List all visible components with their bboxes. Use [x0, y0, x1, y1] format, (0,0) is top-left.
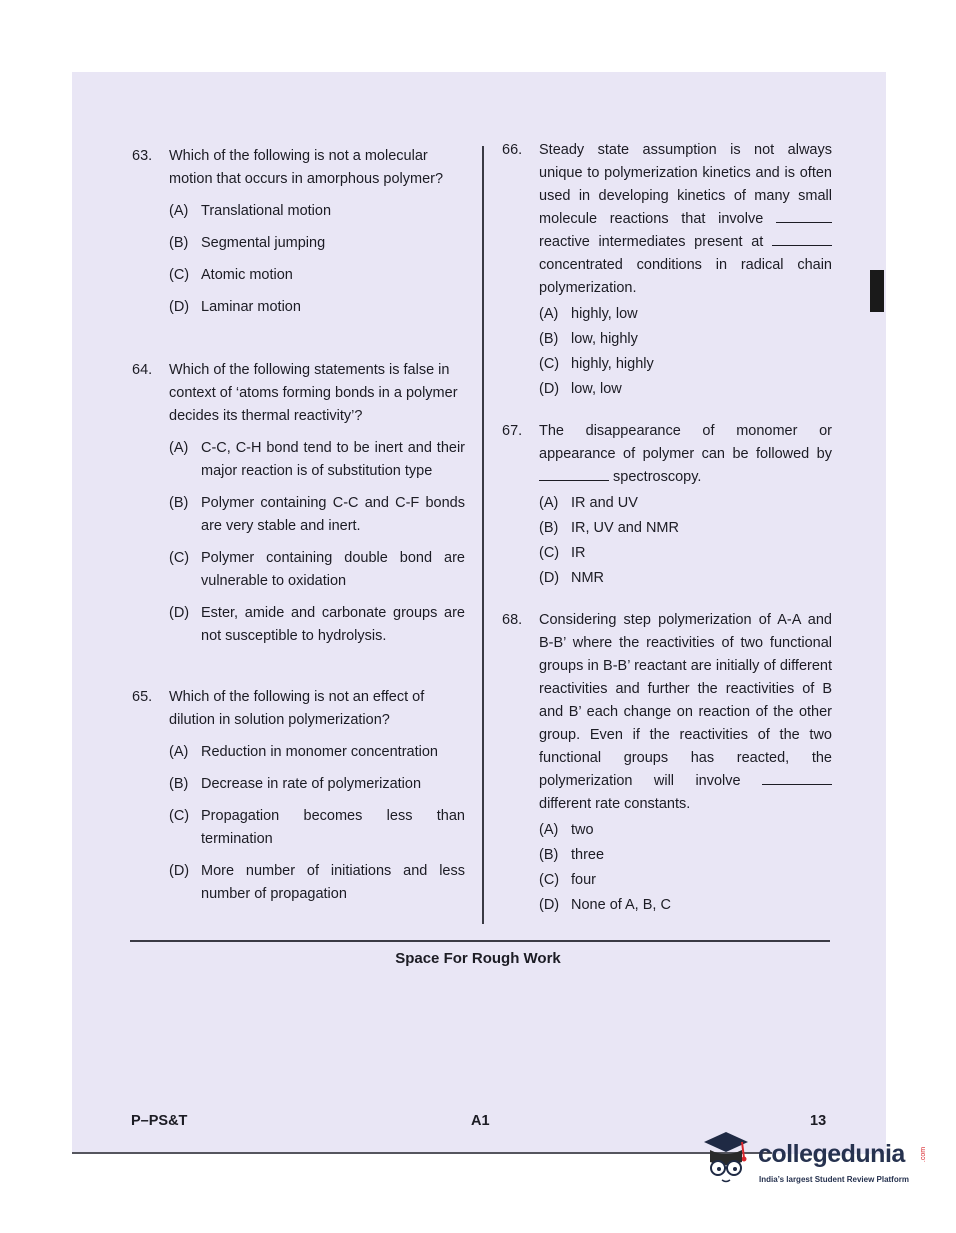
answer-blank: [776, 210, 832, 223]
option-b: [539, 517, 832, 540]
option-text: highly, highly: [571, 356, 654, 372]
option-d: [169, 296, 465, 319]
option-text: Decrease in rate of polymerization: [201, 776, 422, 792]
option-text: NMR: [571, 570, 605, 586]
option-text: IR: [571, 545, 586, 561]
option-label: (A): [169, 440, 189, 456]
question-number: 67.: [502, 423, 523, 439]
option-b: [539, 844, 832, 867]
question-text-part: concentrated conditions in radical chain polymerization.: [539, 257, 832, 296]
option-text: None of A, B, C: [571, 897, 671, 913]
option-label: (C): [539, 545, 560, 561]
option-label: (A): [539, 495, 559, 511]
footer-paper-code: P–PS&T: [131, 1113, 188, 1129]
answer-blank: [539, 468, 609, 481]
option-label: (D): [539, 570, 560, 586]
question-number: 66.: [502, 142, 523, 158]
option-text: Propagation becomes less than termination: [201, 808, 465, 847]
option-text: C-C, C-H bond tend to be inert and their major reaction is of substitution type: [201, 440, 465, 479]
brand-domain: .com: [920, 1146, 928, 1163]
brand-name: collegedunia: [758, 1140, 905, 1168]
question-64: [132, 359, 465, 428]
question-text: [539, 139, 832, 300]
horizontal-rule: [130, 940, 830, 942]
footer-page-number: 13: [810, 1113, 827, 1129]
question-text-part: spectroscopy.: [613, 469, 702, 485]
option-d: [169, 602, 465, 648]
option-text: Reduction in monomer concentration: [201, 744, 438, 760]
question-text-part: Considering step polymerization of A-A and B-B’ where the reactivities of two functional groups in B-B’ reactant are initially of different reactivities and further the reactivities of B and B’ each change on reaction of the other group. Even if the reactivities of the two functional groups has reacted, the polymerization will involve: [539, 612, 832, 789]
option-label: (B): [539, 331, 559, 347]
answer-blank: [772, 233, 832, 246]
option-label: (D): [539, 381, 560, 397]
option-label: (D): [169, 299, 190, 315]
option-c: [169, 805, 465, 851]
option-label: (A): [539, 306, 559, 322]
question-text-part: The disappearance of monomer or appearance of polymer can be followed by: [539, 423, 832, 462]
option-label: (C): [169, 550, 190, 566]
option-d: [539, 894, 832, 917]
option-text: Ester, amide and carbonate groups are not susceptible to hydrolysis.: [201, 605, 465, 644]
option-label: (D): [539, 897, 560, 913]
option-b: [169, 232, 465, 255]
option-text: Segmental jumping: [201, 235, 326, 251]
footer-set: A1: [471, 1113, 490, 1129]
page-edge-marker: [870, 270, 884, 312]
option-text: highly, low: [571, 306, 638, 322]
collegedunia-logo[interactable]: [698, 1128, 938, 1192]
option-label: (C): [539, 872, 560, 888]
answer-blank: [762, 772, 832, 785]
option-label: (B): [169, 235, 189, 251]
option-c: [169, 547, 465, 593]
column-divider: [482, 146, 484, 924]
right-column: [502, 139, 832, 917]
option-label: (A): [169, 744, 189, 760]
option-label: (A): [539, 822, 559, 838]
student-mascot-icon: [698, 1128, 756, 1186]
option-text: low, low: [571, 381, 622, 397]
option-text: Atomic motion: [201, 267, 293, 283]
option-text: Translational motion: [201, 203, 332, 219]
option-label: (B): [539, 847, 559, 863]
option-label: (C): [539, 356, 560, 372]
question-text: Which of the following statements is false in context of ‘atoms forming bonds in a polymer decides its thermal reactivity’?: [169, 362, 458, 424]
option-b: [539, 328, 832, 351]
option-a: [539, 303, 832, 326]
question-number: 65.: [132, 689, 153, 705]
option-a: [169, 200, 465, 223]
question-number: 63.: [132, 148, 153, 164]
left-column: [132, 145, 465, 906]
page-bottom-rule: [72, 1152, 772, 1154]
question-text: Which of the following is not an effect of dilution in solution polymerization?: [169, 689, 425, 728]
rough-work-heading: Space For Rough Work: [395, 950, 561, 967]
option-text: two: [571, 822, 594, 838]
question-number: 64.: [132, 362, 153, 378]
question-text-part: Steady state assumption is not always unique to polymerization kinetics and is often used in developing kinetics of many small molecule reactions that involve: [539, 142, 832, 227]
option-text: IR and UV: [571, 495, 638, 511]
option-a: [539, 819, 832, 842]
option-label: (B): [169, 495, 189, 511]
option-text: More number of initiations and less number of propagation: [201, 863, 465, 902]
question-text: [539, 609, 832, 816]
option-b: [169, 492, 465, 538]
option-b: [169, 773, 465, 796]
option-text: four: [571, 872, 596, 888]
option-label: (D): [169, 605, 190, 621]
question-63: [132, 145, 465, 191]
option-text: IR, UV and NMR: [571, 520, 679, 536]
option-label: (A): [169, 203, 189, 219]
question-text: Which of the following is not a molecular motion that occurs in amorphous polymer?: [169, 148, 444, 187]
question-text-part: reactive intermediates present at: [539, 234, 764, 250]
question-66: [502, 139, 832, 300]
option-label: (B): [539, 520, 559, 536]
option-label: (C): [169, 808, 190, 824]
question-text-part: different rate constants.: [539, 796, 691, 812]
option-a: [169, 437, 465, 483]
option-d: [169, 860, 465, 906]
option-label: (B): [169, 776, 189, 792]
brand-tagline: India’s largest Student Review Platform: [759, 1175, 909, 1184]
option-d: [539, 378, 832, 401]
option-a: [169, 741, 465, 764]
option-c: [169, 264, 465, 287]
option-label: (C): [169, 267, 190, 283]
question-65: [132, 686, 465, 732]
question-text: [539, 420, 832, 489]
option-c: [539, 542, 832, 565]
option-text: three: [571, 847, 605, 863]
option-c: [539, 869, 832, 892]
option-a: [539, 492, 832, 515]
question-number: 68.: [502, 612, 523, 628]
question-67: [502, 420, 832, 489]
option-label: (D): [169, 863, 190, 879]
option-text: Polymer containing C-C and C-F bonds are very stable and inert.: [201, 495, 465, 534]
option-d: [539, 567, 832, 590]
question-68: [502, 609, 832, 816]
option-text: low, highly: [571, 331, 638, 347]
option-text: Polymer containing double bond are vulnerable to oxidation: [201, 550, 465, 589]
option-text: Laminar motion: [201, 299, 301, 315]
option-c: [539, 353, 832, 376]
